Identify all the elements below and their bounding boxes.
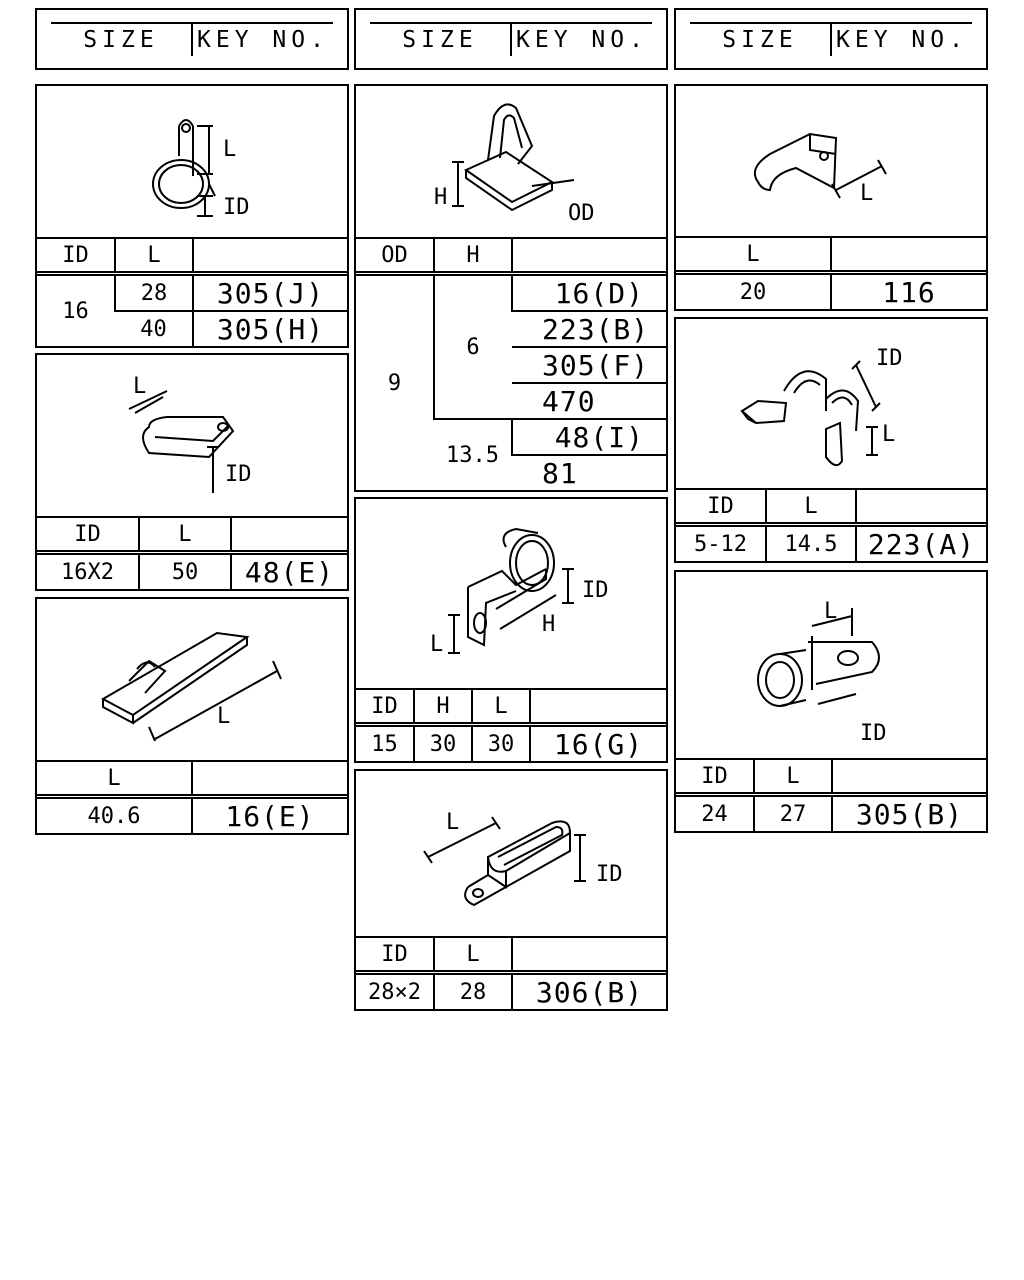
cell-l: 30 — [472, 725, 530, 762]
cell-l: 20 — [676, 273, 831, 310]
push-clip-table — [676, 488, 986, 561]
cell-id: 24 — [676, 795, 754, 832]
offset-clamp-drawing — [356, 499, 666, 691]
col-od: OD — [356, 238, 434, 274]
col-key — [831, 237, 986, 273]
dimension-id-label: ID — [596, 862, 623, 887]
cell-l: 28 — [434, 973, 512, 1010]
size-header: SIZE — [402, 27, 478, 53]
key-no-header: KEY NO. — [191, 24, 333, 56]
cell-key: 305(H) — [193, 311, 347, 346]
col-key — [193, 238, 347, 274]
cell-id: 28×2 — [356, 973, 434, 1010]
double-clamp-table — [356, 936, 666, 1009]
cell-key: 305(F) — [512, 347, 666, 383]
p-clamp-drawing — [37, 86, 347, 238]
cell-key: 305(B) — [832, 795, 986, 832]
cell-l: 50 — [139, 553, 231, 590]
cell-l: 14.5 — [766, 525, 856, 562]
cell-id: 16X2 — [37, 553, 139, 590]
cell-key: 16(E) — [192, 797, 347, 834]
col-l: L — [434, 937, 512, 973]
header-box-middle — [354, 8, 668, 70]
dimension-id-label: ID — [582, 578, 609, 603]
col-key — [530, 689, 666, 725]
col-l: L — [115, 238, 193, 274]
col-key — [192, 761, 347, 797]
dimension-l-label: L — [223, 137, 237, 162]
cell-key: 305(J) — [193, 274, 347, 312]
dimension-l-label: L — [860, 181, 874, 206]
col-id: ID — [37, 517, 139, 553]
dimension-id-label: ID — [876, 346, 903, 371]
hook-clip-drawing — [676, 86, 986, 238]
loop-clamp-table — [37, 516, 347, 589]
cell-od: 9 — [356, 274, 434, 491]
dimension-h-label: H — [542, 612, 556, 637]
col-l: L — [766, 489, 856, 525]
col-key — [512, 238, 666, 274]
strap-clip-table — [37, 760, 347, 833]
dimension-l-label: L — [217, 704, 231, 729]
cell-key: 223(B) — [512, 311, 666, 347]
col-id: ID — [37, 238, 115, 274]
cell-l: 27 — [754, 795, 832, 832]
col-l: L — [754, 759, 832, 795]
col-key — [231, 517, 347, 553]
cell-id: 5-12 — [676, 525, 766, 562]
dimension-id-label: ID — [225, 462, 252, 487]
cell-l: 28 — [115, 274, 193, 312]
part-hook-clip — [674, 84, 988, 311]
col-h: H — [414, 689, 472, 725]
col-key — [856, 489, 986, 525]
size-header: SIZE — [722, 27, 798, 53]
p-clamp-table — [37, 237, 347, 346]
strap-clip-drawing — [37, 599, 347, 765]
part-cushion-clamp — [674, 570, 988, 833]
cell-id: 16 — [37, 274, 115, 347]
cell-h: 6 — [434, 274, 512, 420]
part-strap-clip — [35, 597, 349, 835]
key-no-header: KEY NO. — [830, 24, 972, 56]
col-l: L — [139, 517, 231, 553]
cell-h: 30 — [414, 725, 472, 762]
cell-key: 306(B) — [512, 973, 666, 1010]
dimension-l-label: L — [882, 422, 896, 447]
col-l: L — [472, 689, 530, 725]
col-id: ID — [676, 489, 766, 525]
loop-clamp-drawing — [37, 355, 347, 517]
col-key — [512, 937, 666, 973]
cell-key: 16(D) — [512, 274, 666, 312]
dimension-l-label: L — [133, 374, 147, 399]
tube-clip-table — [356, 237, 666, 490]
cell-l: 40.6 — [37, 797, 192, 834]
part-loop-clamp — [35, 353, 349, 591]
col-l: L — [676, 237, 831, 273]
col-h: H — [434, 238, 512, 274]
tube-clip-drawing — [356, 86, 666, 238]
dimension-od-label: OD — [568, 201, 595, 226]
cell-h: 13.5 — [434, 419, 512, 490]
part-push-clip — [674, 317, 988, 563]
double-clamp-drawing — [356, 771, 666, 939]
dimension-l-label: L — [430, 632, 444, 657]
cushion-clamp-drawing — [676, 572, 986, 760]
cell-l: 40 — [115, 311, 193, 346]
cell-id: 15 — [356, 725, 414, 762]
hook-clip-table — [676, 236, 986, 309]
dimension-id-label: ID — [860, 721, 887, 746]
cushion-clamp-table — [676, 758, 986, 831]
cell-key: 116 — [831, 273, 986, 310]
col-l: L — [37, 761, 192, 797]
col-id: ID — [356, 689, 414, 725]
part-offset-clamp — [354, 497, 668, 763]
push-clip-drawing — [676, 319, 986, 491]
dimension-h-label: H — [434, 185, 448, 210]
header-box-left — [35, 8, 349, 70]
cell-key: 223(A) — [856, 525, 986, 562]
dimension-l-label: L — [824, 599, 838, 624]
col-key — [832, 759, 986, 795]
part-p-clamp — [35, 84, 349, 348]
cell-key: 470 — [512, 383, 666, 419]
dimension-l-label: L — [446, 810, 460, 835]
col-id: ID — [356, 937, 434, 973]
cell-key: 48(I) — [512, 419, 666, 455]
key-no-header: KEY NO. — [510, 24, 652, 56]
cell-key: 48(E) — [231, 553, 347, 590]
offset-clamp-table — [356, 688, 666, 761]
header-box-right — [674, 8, 988, 70]
part-double-clamp — [354, 769, 668, 1011]
part-tube-clip — [354, 84, 668, 492]
dimension-id-label: ID — [223, 195, 250, 220]
col-id: ID — [676, 759, 754, 795]
cell-key: 81 — [512, 455, 666, 490]
size-header: SIZE — [83, 27, 159, 53]
cell-key: 16(G) — [530, 725, 666, 762]
